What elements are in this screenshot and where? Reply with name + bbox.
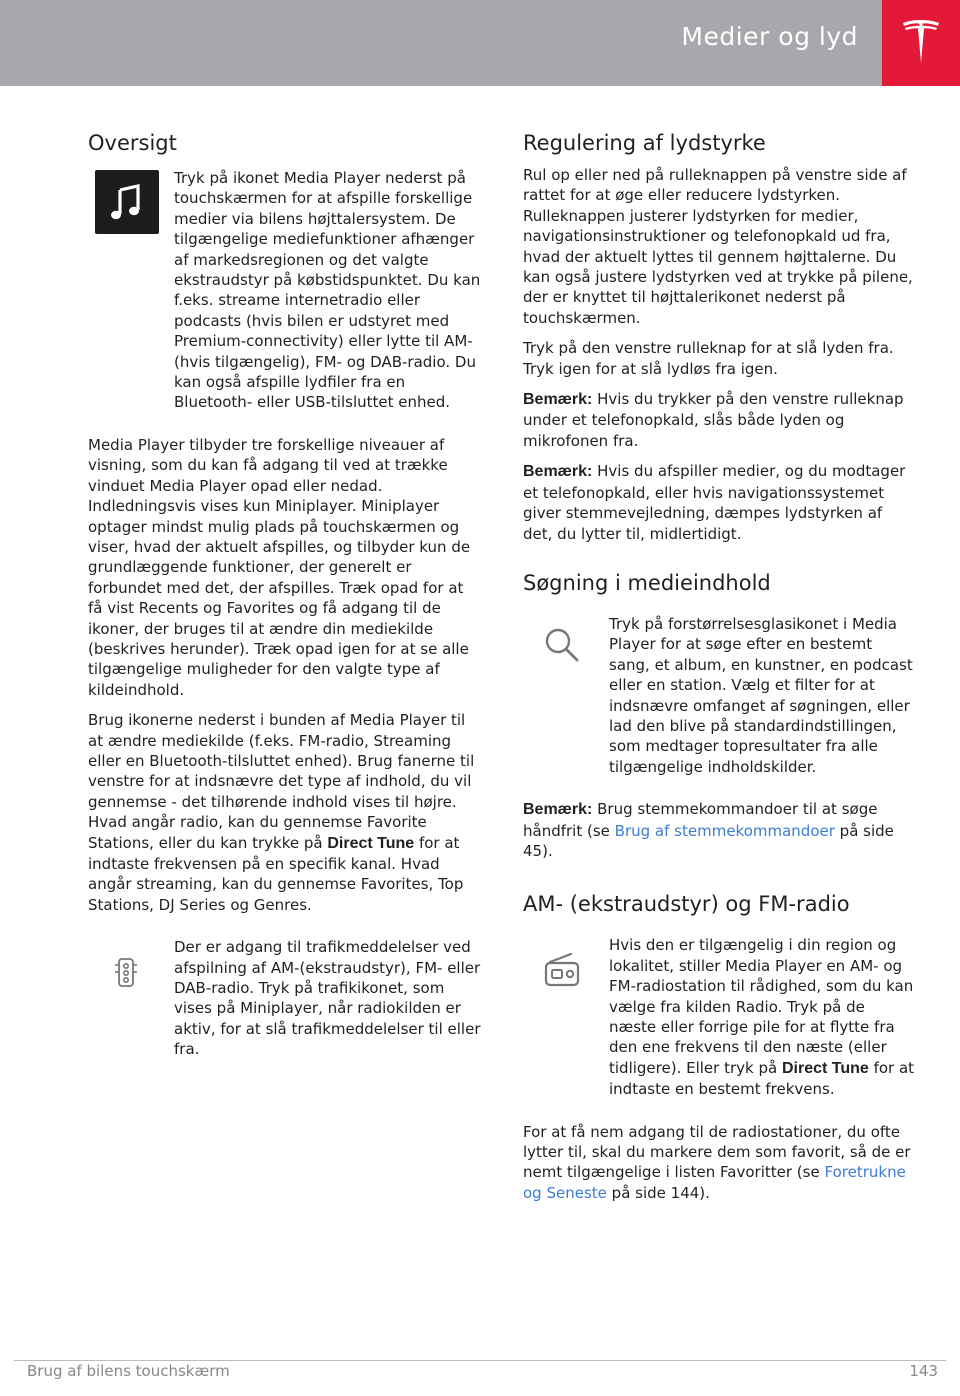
tesla-logo-icon: [901, 18, 941, 66]
media-source-paragraph: [88, 710, 482, 915]
favorites-text-b: på side 144).: [611, 1183, 710, 1202]
radio-heading: AM- (ekstraudstyr) og FM-radio: [523, 892, 850, 917]
search-note: [523, 799, 916, 861]
traffic-info: [88, 937, 482, 1059]
view-levels-paragraph: Media Player tilbyder tre forskellige niveauer af visning, som du kan få adgang til ved at trække vinduet Media Player opad eller nedad. Indledningsvis vises kun Miniplayer. Miniplayer optager mindst mulig plads på touchskærmen og viser, hvad der aktuelt afspilles, og tilbyder kun de grundlæggende funktioner, der generelt er forbundet med det, der afspilles. Træk opad for at få vist Recents og Favorites og få adgang til de ikoner, der bruges til at ændre din mediekilde (beskrives herunder). Træk opad igen for at se alle tilgængelige muligheder for den valgte type af kildeindhold.: [88, 435, 471, 699]
note-1-text: Hvis du trykker på den venstre rulleknap under et telefonopkald, slås både lyden og mikrofonen fra.: [523, 390, 904, 450]
radio-direct-tune-term: Direct Tune: [781, 1059, 869, 1077]
volume-paragraph-2: Tryk på den venstre rulleknap for at slå lyden fra. Tryk igen for at slå lydløs fra igen.: [523, 339, 894, 378]
favorites-paragraph: [523, 1122, 916, 1204]
volume-paragraph-1: Rul op eller ned på rulleknappen på venstre side af rattet for at øge eller reducere lydstyrken. Rulleknappen justerer lydstyrken for medier, navigationsinstruktioner og telefonopkald ud fra, hvad der aktuelt lyttes til gennem højttalerne. Du kan også justere lydstyrken ved at trykke på pilene, der er knyttet til højttalerikonet nederst på touchskærmen.: [523, 166, 913, 327]
radio-description-text-a: Hvis den er tilgængelig i din region og lokalitet, stiller Media Player en AM- og FM-radiostation til rådighed, som du kan vælge fra kilden Radio. Tryk på de næste eller forrige pile for at flytte fra den ene frekvens til den næste (eller tidligere). Eller tryk på: [609, 936, 914, 1077]
media-player-description: Tryk på ikonet Media Player nederst på touchskærmen for at afspille forskellige medier via bilens højttalersystem. De tilgængelige mediefunktioner afhænger af markedsregionen og det valgte ekstraudstyr på købstidspunktet. Du kan f.eks. streame internetradio eller podcasts (hvis bilen er udstyret med Premium-connectivity) eller lytte til AM-(hvis tilgængelig), FM- og DAB-radio. Du kan også afspille lydfiler fra en Bluetooth- eller USB-tilsluttet enhed.: [174, 169, 481, 412]
search-icon: [543, 626, 583, 666]
traffic-description: Der er adgang til trafikmeddelelser ved afspilning af AM-(ekstraudstyr), FM- eller DAB-radio. Tryk på trafikikonet, som vises på Miniplayer, når radiokilden er aktiv, for at slå trafikmeddelelser til eller fra.: [174, 938, 481, 1059]
search-note-text-b: på side 45).: [523, 821, 894, 860]
left-column: [88, 128, 482, 1060]
favorites-link[interactable]: Foretrukne og Seneste: [523, 1163, 906, 1202]
radio-description: [609, 935, 916, 1099]
overview-heading: Oversigt: [88, 131, 177, 155]
right-column: [523, 128, 916, 1203]
page-title: Medier og lyd: [681, 22, 858, 51]
radio-info: [523, 935, 916, 1099]
direct-tune-term: Direct Tune: [327, 834, 415, 852]
page-header: [0, 0, 960, 86]
search-heading: Søgning i medieindhold: [523, 570, 771, 595]
note-2-text: Hvis du afspiller medier, og du modtager et telefonopkald, eller hvis navigationssystemet giver stemmevejledning, dæmpes lydstyrken af det, du lytter til, midlertidigt.: [523, 462, 906, 543]
note-label: Bemærk:: [523, 463, 593, 481]
search-icon-wrap: [543, 626, 583, 670]
page-number: 143: [909, 1362, 938, 1380]
music-note-icon: [95, 170, 159, 234]
volume-heading: Regulering af lydstyrke: [523, 131, 766, 155]
radio-icon-wrap: [543, 951, 583, 995]
media-player-info: [88, 168, 482, 413]
volume-note-2: [523, 461, 916, 544]
voice-commands-link[interactable]: Brug af stemmekommandoer: [614, 821, 835, 840]
volume-note-1: [523, 389, 916, 451]
search-info: [523, 614, 916, 777]
footer-divider: [14, 1360, 946, 1361]
note-label: Bemærk:: [523, 801, 593, 819]
media-source-text-b: for at indtaste frekvensen på en specifik kanal. Hvad angår streaming, kan du gennemse Favorites, Top Stations, DJ Series og Genres.: [88, 833, 464, 914]
radio-icon: [543, 951, 583, 991]
brand-logo: [882, 0, 960, 86]
radio-description-text-b: for at indtaste en bestemt frekvens.: [609, 1058, 915, 1099]
search-description: Tryk på forstørrelsesglasikonet i Media Player for at søge efter en bestemt sang, et album, en kunstner, en podcast eller en station. Vælg et filter for at indsnævre omfanget af søgningen, eller lad den blive på standardindstillingen, som medtager topresultater fra alle tilgængelige indholdskilder.: [609, 614, 913, 776]
note-label: Bemærk:: [523, 391, 593, 409]
traffic-icon-wrap: [114, 957, 138, 993]
media-player-icon: [95, 170, 159, 234]
media-source-text-a: Brug ikonerne nederst i bunden af Media Player til at ændre mediekilde (f.eks. FM-radio, Streaming eller en Bluetooth-tilsluttet enhed). Brug fanerne til venstre for at indsnævre det type af indhold, du vil gennemse - det tilhørende indhold vises til højre. Hvad angår radio, kan du gennemse Favorite Stations, eller du kan trykke på: [88, 711, 475, 852]
search-note-text-a: Brug stemmekommandoer til at søge håndfrit (se: [523, 800, 878, 840]
footer-section-title: Brug af bilens touchskærm: [27, 1362, 230, 1380]
favorites-text-a: For at få nem adgang til de radiostationer, du ofte lytter til, skal du markere dem som favorit, så de er nemt tilgængelige i listen Favoritter (se: [523, 1122, 911, 1182]
traffic-light-icon: [114, 957, 138, 989]
